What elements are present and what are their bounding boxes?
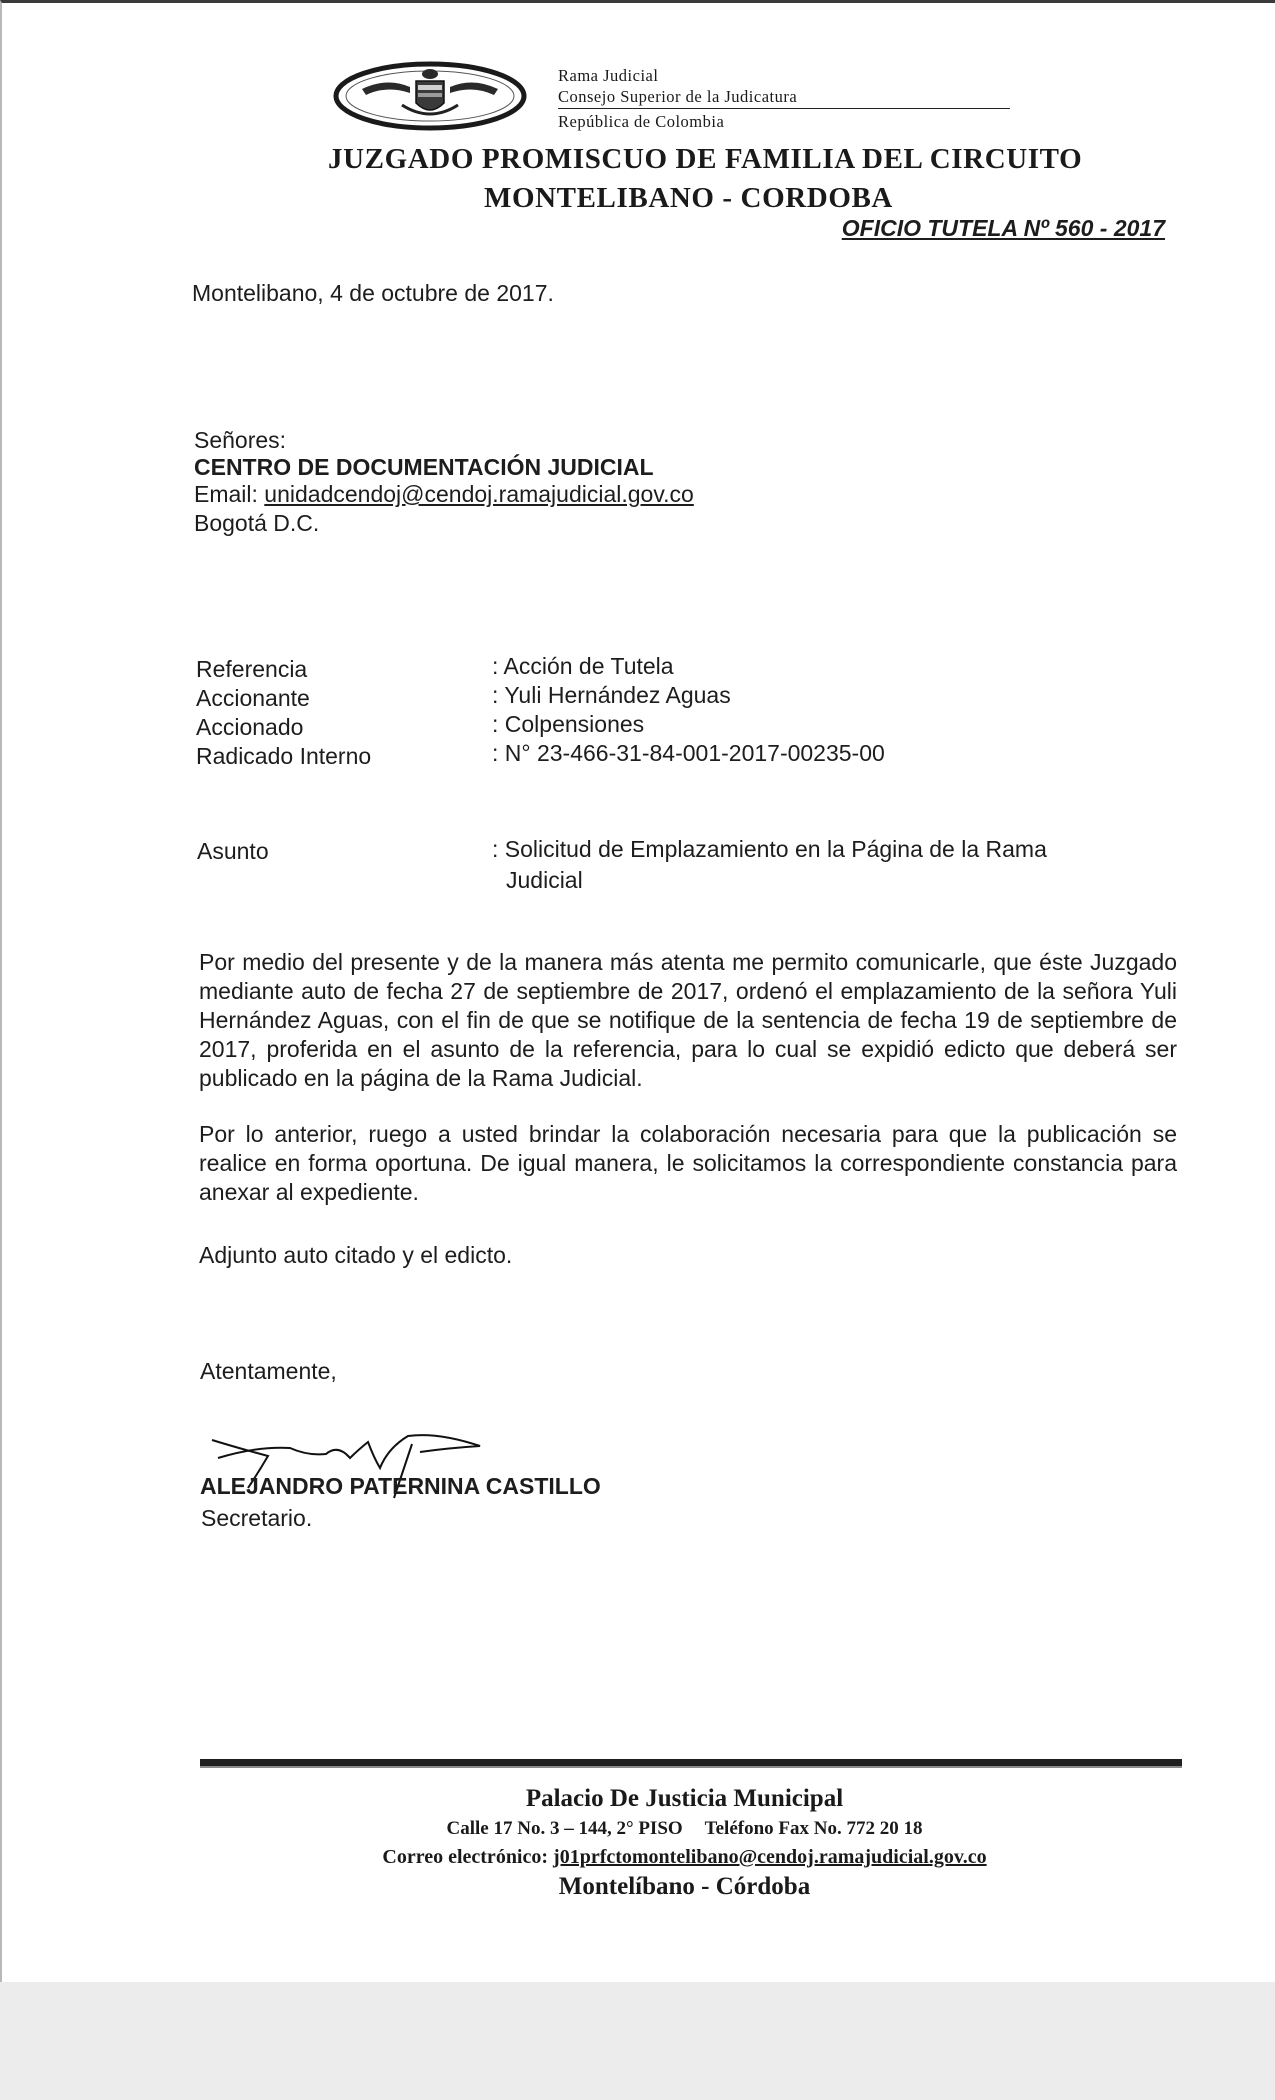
asunto-value: : Solicitud de Emplazamiento en la Página de la Rama Judicial [492,836,1047,893]
recipient-name: CENTRO DE DOCUMENTACIÓN JUDICIAL [194,454,654,480]
body-paragraph-3: Adjunto auto citado y el edicto. [199,1242,513,1268]
court-location: MONTELIBANO - CORDOBA [484,182,893,214]
footer-address: Calle 17 No. 3 – 144, 2° PISO [446,1818,683,1839]
accionado-value: : Colpensiones [492,711,645,737]
body-paragraph-1: Por medio del presente y de la manera más atenta me permito comunicarle, que éste Juzgado mediante auto de fecha 27 de septiembre de 2017, ordenó el emplazamiento de la señora Yuli Hernández Aguas, con el fin de que se notifique de la sentencia de fecha 19 de septiembre de 2017, proferida en el asunto de la referencia, para lo cual se expidió edicto que deberá ser publicado en la página de la Rama Judicial. [199,949,1177,1091]
footer-building: Palacio De Justicia Municipal [525,1785,844,1812]
footer-email-label: Correo electrónico: [382,1846,549,1868]
closing: Atentamente, [200,1358,337,1384]
footer-divider [200,1759,1182,1768]
signer-role: Secretario. [201,1505,313,1531]
reference-value: : Acción de Tutela [492,653,674,679]
accionante-value: : Yuli Hernández Aguas [492,682,731,708]
court-name: JUZGADO PROMISCUO DE FAMILIA DEL CIRCUITO [328,143,1083,175]
letter-date: Montelibano, 4 de octubre de 2017. [192,280,554,306]
recipient-email-label: Email: [194,481,258,507]
signer-name: ALEJANDRO PATERNINA CASTILLO [200,1473,601,1499]
institution-line-2: Consejo Superior de la Judicatura [558,87,798,106]
footer-email-line [202,1843,1167,1871]
institution-line-1: Rama Judicial [558,66,659,85]
header-divider [558,108,1010,109]
reference-label: Referencia [196,656,308,682]
footer-contact-line [202,1815,1167,1843]
accionante-label: Accionante [196,685,310,711]
salutation: Señores: [194,427,287,453]
footer-phone: Teléfono Fax No. 772 20 18 [704,1818,923,1839]
colombia-coat-of-arms-seal [332,59,528,131]
body-paragraph-2: Por lo anterior, ruego a usted brindar la colaboración necesaria para que la publicación se realice en forma oportuna. De igual manera, le solicitamos la correspondiente constancia para anexar al expediente. [199,1121,1177,1205]
footer [202,1783,1167,1903]
reference-labels [196,655,371,771]
footer-email-link[interactable]: j01prfctomontelibano@cendoj.ramajudicial.gov.co [553,1846,987,1868]
asunto-label: Asunto [197,838,269,864]
institution-line-3: República de Colombia [558,112,725,131]
oficio-number: OFICIO TUTELA Nº 560 - 2017 [841,215,1165,241]
institution-header [558,65,1010,132]
footer-city: Montelíbano - Córdoba [558,1873,811,1900]
reference-values [492,652,885,768]
radicado-value: : N° 23-466-31-84-001-2017-00235-00 [492,740,885,766]
recipient-email-link[interactable]: unidadcendoj@cendoj.ramajudicial.gov.co [264,481,694,507]
recipient-city: Bogotá D.C. [194,510,320,536]
accionado-label: Accionado [196,714,304,740]
radicado-label: Radicado Interno [196,743,372,769]
recipient-email-line [194,481,694,508]
